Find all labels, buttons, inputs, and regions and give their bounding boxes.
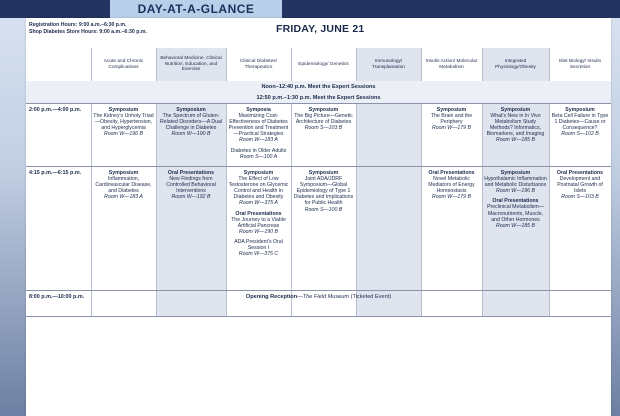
session-title: Novel Metabolic Mediators of Energy Homeostasis (428, 176, 475, 195)
column-header: Clinical Diabetes/ Therapeutics (239, 59, 278, 70)
time-slot: 8:00 p.m.—10:00 p.m. (29, 294, 85, 300)
session-type: Symposium (565, 107, 595, 113)
column-header: Behavioral Medicine, Clinical Nutrition, Education, and Exercise (160, 56, 222, 73)
session-cell (549, 107, 611, 137)
reception-label: Opening Reception (245, 294, 298, 300)
session-title: Hypothalamic Inflammation and Metabolic Disturbance (484, 176, 547, 189)
session-cell (226, 170, 291, 257)
session-title: Inflammation, Cardiovascular Disease, and Diabetes (95, 176, 152, 195)
session-title: Beta Cell Failure in Type 1 Diabetes—Cause or Consequence? (551, 113, 609, 132)
time-slot: 4:15 p.m.—6:15 p.m. (29, 170, 82, 176)
session-room: Room W—190 B (239, 228, 278, 235)
session-cell (226, 107, 291, 160)
session-title: Maximizing Cost-Effectiveness of Diabetes Prevention and Treatment—Practical Strategies (228, 113, 289, 138)
session-title: The Effect of Low Testosterone on Glycemic Control and Health in Diabetes and Obesity (228, 176, 289, 201)
session-type: Symposium (500, 170, 531, 176)
column-header: Acute and Chronic Complications (103, 59, 144, 70)
session-type: Symposium (108, 107, 139, 113)
session-room: Room W—375 A (239, 200, 278, 207)
row-divider (26, 166, 611, 167)
session-title: The Spectrum of Gluten-Related Disorders—A Dual Challenge in Diabetes (160, 113, 222, 132)
session-room: Room S—100 A (239, 153, 278, 160)
session-room: Room W—190 B (171, 131, 211, 138)
session-cell (156, 107, 226, 137)
session-type: Symposium (308, 170, 339, 176)
session-type: Symposium (436, 107, 467, 113)
session-cell (156, 170, 226, 200)
schedule-sheet (26, 18, 611, 416)
session-room: Room W—185 B (496, 222, 535, 229)
session-cell (421, 170, 482, 200)
row-divider (26, 316, 611, 317)
store-hours: Shop Diabetes Store Hours: 9:00 a.m.–6:30 p.m. (29, 29, 147, 35)
session-cell (91, 170, 156, 200)
column-header: Integrated Physiology/Obesity (495, 59, 536, 70)
session-room: Room W—185 B (496, 137, 535, 144)
session-title: Joint ADA/JDRF Symposium—Global Epidemiology of Type 1 Diabetes and Implications for Public Health (293, 176, 354, 207)
registration-hours: Registration Hours: 9:00 a.m.–6:30 p.m. (29, 22, 127, 28)
session-room: Room S—103 B (561, 194, 599, 201)
session-title: The Kidney's Unholy Triad—Obesity, Hypertension, and Hyperglycemia (93, 113, 154, 132)
schedule-date: FRIDAY, JUNE 21 (276, 23, 365, 35)
reception-venue: —The Field Museum (297, 294, 350, 300)
session-title: What's New in In Vivo Metabolism Study Methods? Informatics, Biomarkers, and Imaging (486, 113, 545, 138)
session-room: Room W—183 A (104, 194, 143, 201)
session-room: Room W—183 A (239, 137, 278, 144)
column-header-row (26, 48, 611, 82)
column-header: Insulin Action/ Molecular Metabolism (425, 59, 478, 70)
session-type: Oral Presentations (167, 170, 215, 176)
session-type: Symposium (308, 107, 339, 113)
time-slot: 2:00 p.m.—4:00 p.m. (29, 107, 82, 113)
session-type: Symposium (108, 170, 139, 176)
session-title: New Findings from Controlled Behavioral Interventions (166, 176, 216, 195)
session-room: Room W—192 B (171, 194, 211, 201)
session-room: Room W—179 B (432, 194, 471, 201)
column-header: Epidemiology/ Genetics (298, 61, 349, 67)
session-room: Room W—196 B (496, 188, 535, 195)
session-cell (91, 107, 156, 137)
session-room: Room W—375 C (238, 251, 279, 258)
session-room: Room W—179 B (432, 125, 471, 132)
session-title: The Journey to a Viable Artificial Pancreas (231, 216, 286, 229)
session-room: Room S—102 B (561, 131, 599, 138)
row-divider (26, 290, 611, 291)
session-cell (291, 170, 356, 213)
session-cell (549, 170, 611, 200)
session-type: Oral Presentations (556, 170, 604, 176)
session-title: The Brain and the Periphery (430, 113, 473, 126)
session-type: Oral Presentations (235, 210, 282, 217)
session-type: Symposium (176, 107, 206, 113)
session-type: Symposium (243, 170, 274, 176)
reception-note: (Ticketed Event) (349, 294, 392, 300)
session-type: Oral Presentations (492, 198, 539, 205)
session-type: Symposium (500, 107, 531, 113)
session-title: Diabetes in Older Adults (230, 147, 287, 154)
meet-expert-band: 12:50 p.m.–1:30 p.m. Meet the Expert Sessions (26, 92, 611, 104)
meet-expert-band: Noon–12:40 p.m. Meet the Expert Sessions (26, 81, 611, 93)
session-type: Oral Presentations (428, 170, 475, 176)
opening-reception (26, 294, 611, 300)
top-bar (0, 0, 620, 18)
session-room: Room W—196 B (104, 131, 143, 138)
session-title: ADA President's Oral Session I (234, 238, 283, 252)
column-header: Immunology/ Transplantation (372, 59, 405, 70)
session-title: The Big Picture—Genetic Architecture of Diabetes (294, 113, 353, 126)
session-cell (291, 107, 356, 131)
session-title: Preclinical Metabolism—Macronutrients, Muscle, and Other Hormones (487, 204, 544, 223)
page-title: DAY-AT-A-GLANCE (110, 0, 282, 18)
session-type: Symposia (246, 107, 271, 113)
session-room: Room S—103 B (304, 125, 343, 132)
session-cell (482, 170, 549, 229)
session-title: Development and Postnatal Growth of Islets (557, 176, 603, 195)
session-cell (421, 107, 482, 131)
session-cell (482, 107, 549, 144)
session-room: Room S—100 B (304, 206, 343, 213)
column-header: Islet Biology/ Insulin Secretion (558, 59, 602, 70)
hours-info (29, 22, 147, 36)
